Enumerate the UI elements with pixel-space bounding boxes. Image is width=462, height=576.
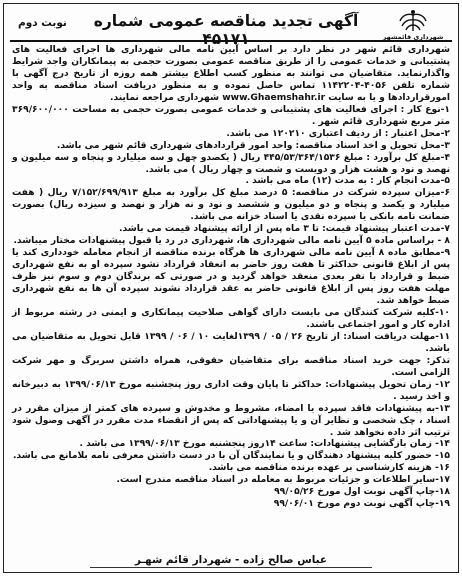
notice-body [12, 45, 450, 511]
clause-17: ۱۷-سایر اطلاعات و جزئیات مربوط به معامله در اسناد مناقصه مندرج است. [116, 475, 450, 486]
clause-19: ۱۹-چاپ آگهی نوبت دوم مورخ ۹۹/۰۶/۰۱ [273, 499, 450, 510]
publication-round: نوبت دوم [18, 17, 67, 29]
signature: عباس صالح زاده - شهردار قائم شهـر [134, 554, 328, 566]
clause-6: ۶-میزان سپرده شرکت در مناقصه: ۵ درصد مبلغ کل برآورد به مبلغ ۷/۱۵۲/۶۹۹/۹۱۳ ریال ( هفت میلیارد و یکصد و پنجاه و دو میلیون و ششصد و نود و نه هزار و نهصد و سیزده ریال) بصورت ضمانت نامه بانکی یا سپرده نقدی یا اسناد خزانه می باشد. [12, 188, 451, 223]
clause-8: ۸ - براساس ماده ۵ آیین نامه مالی شهرداری ها، شهرداری در رد یا قبول پیشنهادات مختار میباشد. [13, 236, 450, 247]
municipality-logo [382, 9, 444, 41]
clause-1: ۱-نوع کار : اجرای فعالیت های پشتیبانی و خدمات عمومی بصورت حجمی به مساحت ۳۶۹/۶۰۰/۰۰۰ متر مربع شهرداری قائم شهر . [12, 104, 450, 127]
clause-12: ۱۲- زمان تحویل پیشنهادات: حداکثر تا پایان وقت اداری روز پنجشنبه مورخ ۱۳۹۹/۰۶/۱۳ به دبیرخانه و اخذ رسید . [12, 379, 450, 402]
clause-4: ۴-مبلغ کل برآورد : مبلغ ۴۴۵/۵۳/۳۶۴/۱۵۳۶ ریال ( یکصدو چهل و سه میلیارد و پنجاه و سه میلیون و نهصد و نود و هشت هزار و دویست و شصت و چهار ریال ) می باشد. [12, 152, 451, 175]
note: تذکر: جهت خرید اسناد مناقصه برای متقاضیان حقوقی، همراه داشتن سربرگ و مهر شرکت الزامی است. [12, 355, 450, 378]
municipality-emblem-icon [396, 9, 430, 33]
clause-2: ۲-محل اعتبار : از ردیف اعتباری ۱۲۰۲۱۰ می باشد. [226, 128, 450, 139]
clause-13: ۱۳-به پیشنهادات فاقد سپرده یا امضاء، مشروط و مخدوش و سپرده های کمتر از میزان مقرر در اسناد ، چک شخصی و نظایر آن و یا پیشنهاداتی که پس از انقضاء مدت مقرر در آگهی وصول شود ترتیب اثر داده نخواهد شد . [12, 403, 450, 438]
clause-3: ۳-محل تحویل و اخذ اسناد مناقصه: واحد امور قراردادهای شهرداری قائم شهر می باشد. [56, 140, 450, 151]
clause-18: ۱۸-چاپ آگهی نوبت اول مورخ ۹۹/۰۵/۲۶ [274, 487, 450, 498]
clause-15: ۱۵- حضور کلیه پیشنهاد دهندگان و یا نمایندگان آن با در دست داشتن معرفی نامه بلامانع می باشد. [12, 451, 450, 462]
intro-paragraph: شهرداری قائم شهر در نظر دارد بر اساس آیین نامه مالی شهرداری ها اجرای فعالیت های پشتیبانی و خدمات عمومی را از طریق مناقصه عمومی بصورت حجمی به پیمانکاران واجد شرایط واگذارنماید. متقاضیان می توانند به منظور کسب اطلاع بیشتر همه روزه از تاریخ درج آگهی با شماره تلفن ۴۰۵۶-۱۱۴۲۲۰۴ تماس حاصل نموده و به منظور دریافت اسناد مناقصه به واحد امورقراردادها و یا به سایت www.Ghaemshahr.ir شهرداری مراجعه نمایند. [12, 45, 450, 103]
page-title: آگهی تجدید مناقصه عمومی شماره ۴۵۱۷۱ [93, 12, 359, 48]
clause-11: ۱۱-مهلت دریافت اسناد: از تاریخ ۲۶ / ۰۵ / ۱۳۹۹لغایت ۱۰ / ۰۶ / ۱۳۹۹ قابل تحویل به متقاضیان می باشد. [12, 331, 451, 354]
clause-10: ۱۰-کلیه شرکت کنندگان می بایست دارای گواهی صلاحیت پیمانکاری و ایمنی در رشته مربوط از اداره کار و امور اجتماعی باشند. [12, 307, 450, 330]
notice-header [10, 6, 452, 48]
clause-5: ۵-مدت انجام کار : به مدت (۱۲) ماه می باشد . [245, 176, 450, 187]
signature-divider [90, 567, 372, 568]
clause-7: ۷-مدت اعتبار پیشنهاد قیمت: تا ۳ ماه پس از ارائه پیشنهاد قیمت می باشد. [119, 224, 450, 235]
clause-14: ۱۴- زمان بازگشایی پیشنهادات: ساعت ۱۴روز پنجشنبه مورخ ۱۳۹۹/۰۶/۱۳ می باشد . [79, 439, 450, 450]
clause-9: ۹-مطابق ماده ۸ آیین نامه مالی شهرداری ها هرگاه برنده مناقصه از انجام معامله خودداری کند یا پس از ابلاغ قانونی حداکثر تا هفت روز حاضر به انعقاد قرارداد نشود سپرده او به نفع شهرداری ضبط و قرارداد با نفر بعدی منعقد خواهد گردید و در صورتی که برندگان دوم و سوم نیز ظرف مهلت هفت روز پس از ابلاغ قانونی حاضر به عقد قرارداد نشوند سپرده آن ها به نفع شهرداری ضبط خواهد شد. [12, 248, 451, 307]
logo-label: شهرداری قائمشهر [382, 33, 444, 41]
clause-16: ۱۶- هزینه کارشناسی بر عهده برنده مناقصه می باشد. [208, 463, 450, 474]
